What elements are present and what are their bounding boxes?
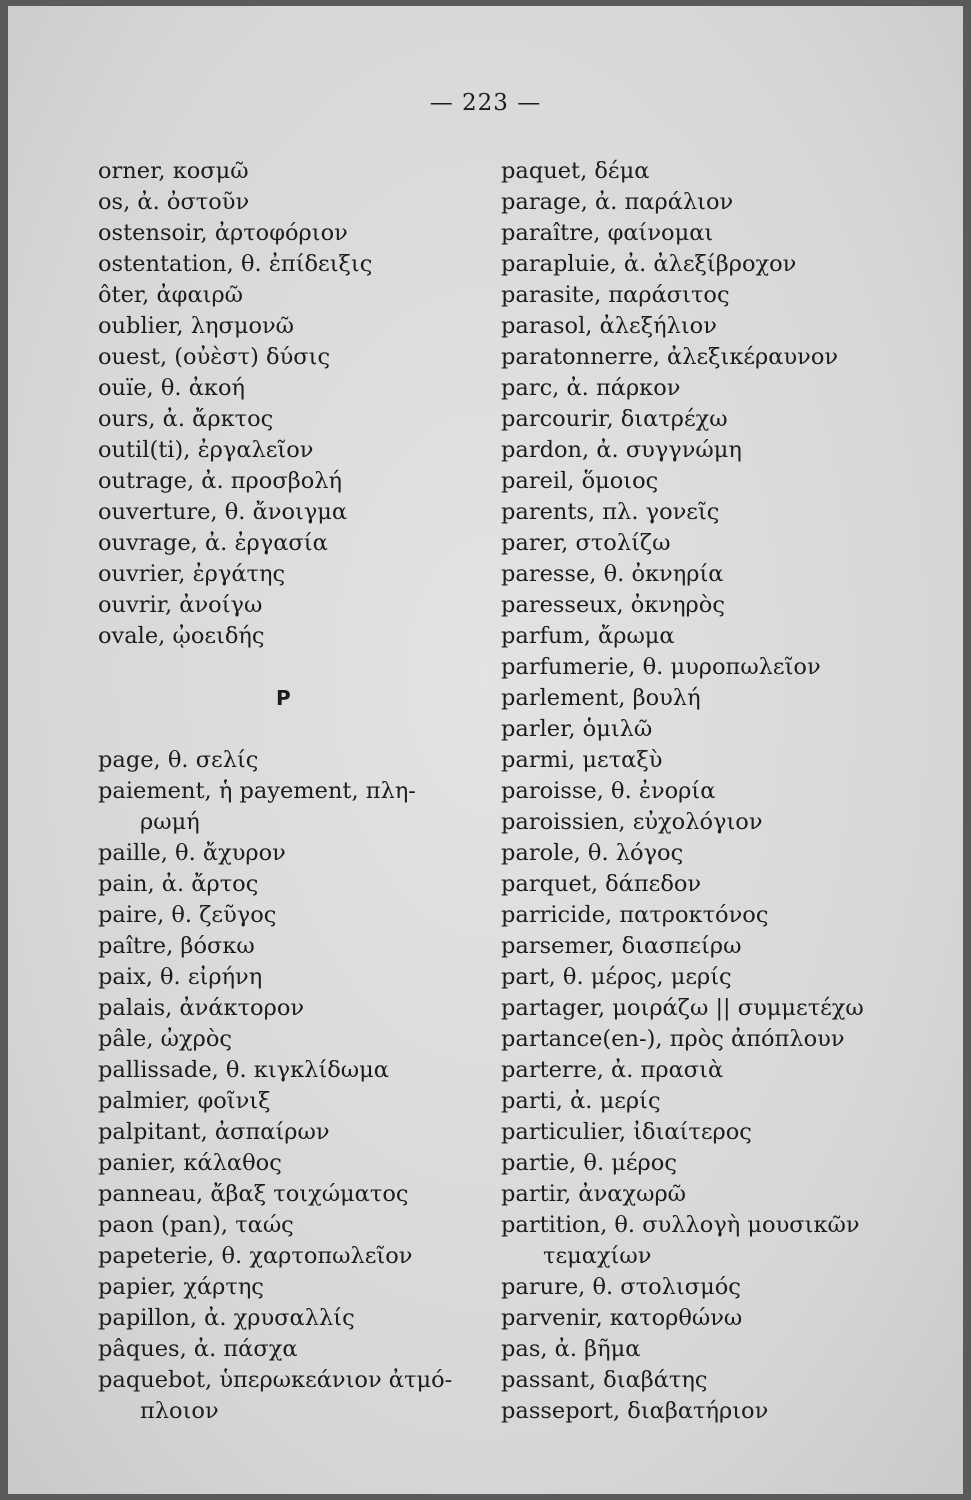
entry: parure, θ. στολισμός bbox=[501, 1274, 741, 1300]
entry: paresse, θ. ὀκνηρία bbox=[501, 561, 724, 587]
entry: parer, στολίζω bbox=[501, 530, 671, 556]
entry: parquet, δάπεδον bbox=[501, 871, 702, 897]
entry: parasite, παράσιτος bbox=[501, 282, 730, 308]
entry: parterre, ἀ. πρασιὰ bbox=[501, 1057, 724, 1083]
entry: paiement, ἡ payement, πλη- bbox=[98, 778, 416, 804]
entry: partance(en-), πρὸς ἀπόπλουν bbox=[501, 1026, 845, 1052]
entry: passeport, διαβατήριον bbox=[501, 1398, 769, 1424]
entry: outrage, ἀ. προσβολή bbox=[98, 468, 342, 494]
entry: paroissien, εὐχολόγιον bbox=[501, 809, 763, 835]
entry: parage, ἀ. παράλιον bbox=[501, 189, 734, 215]
entry: paratonnerre, ἀλεξικέραυνον bbox=[501, 344, 839, 370]
entry: pallissade, θ. κιγκλίδωμα bbox=[98, 1057, 389, 1083]
entry: parvenir, κατορθώνω bbox=[501, 1305, 743, 1331]
entry: part, θ. μέρος, μερίς bbox=[501, 964, 732, 990]
entry: ouvrage, ἀ. ἐργασία bbox=[98, 530, 328, 556]
entry: palmier, φοῖνιξ bbox=[98, 1088, 271, 1114]
entry-continuation: πλοιον bbox=[140, 1398, 219, 1424]
entry: ouverture, θ. ἄνοιγμα bbox=[98, 499, 348, 525]
entry: panneau, ἄβαξ τοιχώματος bbox=[98, 1181, 409, 1207]
left-column bbox=[98, 156, 498, 1427]
entry: parole, θ. λόγος bbox=[501, 840, 684, 866]
entry: palais, ἀνάκτορον bbox=[98, 995, 305, 1021]
entry: parc, ἀ. πάρκον bbox=[501, 375, 681, 401]
entry: ouvrir, ἀνοίγω bbox=[98, 592, 263, 618]
right-column bbox=[501, 156, 931, 1427]
entry: partager, μοιράζω || συμμετέχω bbox=[501, 995, 864, 1021]
entry: pain, ἀ. ἄρτος bbox=[98, 871, 259, 897]
dictionary-page bbox=[8, 6, 963, 1494]
entry-continuation: τεμαχίων bbox=[543, 1243, 652, 1269]
entry: passant, διαβάτης bbox=[501, 1367, 708, 1393]
entry: oublier, λησμονῶ bbox=[98, 313, 295, 339]
entry: parricide, πατροκτόνος bbox=[501, 902, 769, 928]
entry: papillon, ἀ. χρυσαλλίς bbox=[98, 1305, 355, 1331]
entry: os, ἀ. ὀστοῦν bbox=[98, 189, 250, 215]
entry: ouest, (οὐὲστ) δύσις bbox=[98, 344, 331, 370]
entry: paquebot, ὑπερωκεάνιον ἀτμό- bbox=[98, 1367, 453, 1393]
entry: paroisse, θ. ἐνορία bbox=[501, 778, 716, 804]
section-letter-heading: P bbox=[276, 686, 291, 710]
entry: orner, κοσμῶ bbox=[98, 158, 249, 184]
entry: ouïe, θ. ἀκοή bbox=[98, 375, 245, 401]
entry: parler, ὁμιλῶ bbox=[501, 716, 653, 742]
page-number: — 223 — bbox=[429, 90, 542, 116]
entry: parlement, βουλή bbox=[501, 685, 701, 711]
entry: parcourir, διατρέχω bbox=[501, 406, 728, 432]
entry: pas, ἀ. βῆμα bbox=[501, 1336, 641, 1362]
entry: papeterie, θ. χαρτοπωλεῖον bbox=[98, 1243, 413, 1269]
entry: ostensoir, ἀρτοφόριον bbox=[98, 220, 348, 246]
entry: paquet, δέμα bbox=[501, 158, 650, 184]
entry-continuation: ρωμή bbox=[140, 809, 200, 835]
entry: ours, ἀ. ἄρκτος bbox=[98, 406, 274, 432]
entry: paraître, φαίνομαι bbox=[501, 220, 714, 246]
entry: partie, θ. μέρος bbox=[501, 1150, 677, 1176]
entry: parapluie, ἀ. ἀλεξίβροχον bbox=[501, 251, 797, 277]
entry: parents, πλ. γονεῖς bbox=[501, 499, 720, 525]
entry: particulier, ἰδιαίτερος bbox=[501, 1119, 752, 1145]
entry: outil(ti), ἐργαλεῖον bbox=[98, 437, 314, 463]
entry: ostentation, θ. ἐπίδειξις bbox=[98, 251, 373, 277]
entry: paon (pan), ταώς bbox=[98, 1212, 294, 1238]
entry: paix, θ. εἰρήνη bbox=[98, 964, 263, 990]
entry: papier, χάρτης bbox=[98, 1274, 264, 1300]
entry: pareil, ὅμοιος bbox=[501, 468, 659, 494]
entry: pardon, ἀ. συγγνώμη bbox=[501, 437, 742, 463]
entry: paire, θ. ζεῦγος bbox=[98, 902, 277, 928]
entry: parmi, μεταξὺ bbox=[501, 747, 663, 773]
entry: parfumerie, θ. μυροπωλεῖον bbox=[501, 654, 821, 680]
entry: ôter, ἀφαιρῶ bbox=[98, 282, 244, 308]
entry: paresseux, ὀκνηρὸς bbox=[501, 592, 725, 618]
entry: parti, ἀ. μερίς bbox=[501, 1088, 661, 1114]
entry: parsemer, διασπείρω bbox=[501, 933, 742, 959]
entry: panier, κάλαθος bbox=[98, 1150, 282, 1176]
entry: palpitant, ἀσπαίρων bbox=[98, 1119, 330, 1145]
entry: ouvrier, ἐργάτης bbox=[98, 561, 286, 587]
entry: parfum, ἄρωμα bbox=[501, 623, 675, 649]
entry: partir, ἀναχωρῶ bbox=[501, 1181, 687, 1207]
entry: parasol, ἀλεξήλιον bbox=[501, 313, 717, 339]
entry: paître, βόσκω bbox=[98, 933, 255, 959]
entry: partition, θ. συλλογὴ μουσικῶν bbox=[501, 1212, 860, 1238]
entry: pâques, ἀ. πάσχα bbox=[98, 1336, 298, 1362]
entry: ovale, ᾠοειδής bbox=[98, 623, 265, 649]
entry: paille, θ. ἄχυρον bbox=[98, 840, 286, 866]
entry: page, θ. σελίς bbox=[98, 747, 259, 773]
entry: pâle, ὠχρὸς bbox=[98, 1026, 232, 1052]
